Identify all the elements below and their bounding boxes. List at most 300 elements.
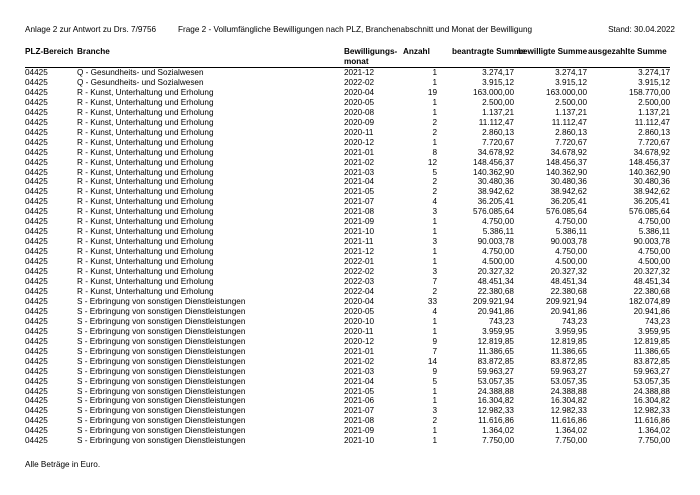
cell-ausgezahlt: 11.386,65	[634, 346, 670, 356]
cell-branche: S - Erbringung von sonstigen Dienstleistungen	[77, 336, 246, 346]
cell-beantragt: 20.327,32	[477, 267, 514, 277]
cell-monat: 2022-02	[344, 77, 375, 87]
cell-monat: 2021-12	[344, 247, 375, 257]
cell-ausgezahlt: 148.456,37	[629, 157, 670, 167]
cell-bewilligt: 48.451,34	[550, 277, 587, 287]
cell-anzahl: 7	[432, 277, 437, 287]
cell-ausgezahlt: 4.750,00	[638, 247, 670, 257]
cell-ausgezahlt: 20.941,86	[633, 306, 670, 316]
cell-monat: 2021-12	[344, 68, 375, 77]
cell-ausgezahlt: 3.915,12	[638, 77, 670, 87]
cell-plz: 04425	[25, 406, 48, 416]
cell-anzahl: 2	[432, 117, 437, 127]
cell-anzahl: 4	[432, 306, 437, 316]
cell-anzahl: 14	[427, 356, 437, 366]
cell-anzahl: 12	[427, 157, 437, 167]
cell-branche: R - Kunst, Unterhaltung und Erholung	[77, 127, 214, 137]
cell-anzahl: 1	[432, 217, 437, 227]
cell-branche: R - Kunst, Unterhaltung und Erholung	[77, 137, 214, 147]
cell-bewilligt: 38.942,62	[550, 187, 587, 197]
table-row	[0, 416, 700, 426]
table-row	[0, 406, 700, 416]
cell-ausgezahlt: 36.205,41	[633, 197, 670, 207]
cell-ausgezahlt: 576.085,64	[629, 207, 670, 217]
cell-monat: 2021-04	[344, 376, 375, 386]
cell-bewilligt: 140.362,90	[546, 167, 587, 177]
cell-anzahl: 1	[432, 77, 437, 87]
table-row	[0, 267, 700, 277]
cell-ausgezahlt: 4.750,00	[638, 217, 670, 227]
cell-anzahl: 9	[432, 366, 437, 376]
cell-plz: 04425	[25, 97, 48, 107]
cell-monat: 2021-04	[344, 177, 375, 187]
cell-bewilligt: 11.386,65	[551, 346, 587, 356]
cell-bewilligt: 576.085,64	[546, 207, 587, 217]
table-row	[0, 367, 700, 377]
cell-plz: 04425	[25, 77, 48, 87]
cell-beantragt: 34.678,92	[477, 147, 514, 157]
cell-anzahl: 1	[432, 396, 437, 406]
cell-bewilligt: 7.750,00	[555, 436, 587, 446]
cell-bewilligt: 3.915,12	[555, 77, 587, 87]
cell-anzahl: 2	[432, 177, 437, 187]
cell-beantragt: 3.959,95	[482, 326, 514, 336]
cell-monat: 2021-07	[344, 406, 375, 416]
cell-plz: 04425	[25, 167, 48, 177]
table-row	[0, 426, 700, 436]
cell-bewilligt: 4.750,00	[555, 247, 587, 257]
cell-branche: R - Kunst, Unterhaltung und Erholung	[77, 87, 214, 97]
cell-beantragt: 5.386,11	[482, 227, 514, 237]
cell-plz: 04425	[25, 286, 48, 296]
cell-plz: 04425	[25, 127, 48, 137]
cell-branche: R - Kunst, Unterhaltung und Erholung	[77, 117, 214, 127]
table-row	[0, 287, 700, 297]
table-row	[0, 207, 700, 217]
table-row	[0, 436, 700, 446]
cell-monat: 2021-05	[344, 386, 375, 396]
table-row	[0, 317, 700, 327]
cell-beantragt: 2.500,00	[482, 97, 514, 107]
cell-branche: S - Erbringung von sonstigen Dienstleistungen	[77, 406, 246, 416]
cell-plz: 04425	[25, 227, 48, 237]
cell-beantragt: 4.750,00	[482, 217, 514, 227]
cell-beantragt: 22.380,68	[477, 286, 514, 296]
cell-branche: S - Erbringung von sonstigen Dienstleistungen	[77, 326, 246, 336]
cell-plz: 04425	[25, 386, 48, 396]
cell-branche: R - Kunst, Unterhaltung und Erholung	[77, 286, 214, 296]
cell-plz: 04425	[25, 296, 48, 306]
cell-anzahl: 5	[432, 167, 437, 177]
cell-branche: S - Erbringung von sonstigen Dienstleistungen	[77, 296, 246, 306]
cell-beantragt: 7.720,67	[482, 137, 514, 147]
cell-branche: R - Kunst, Unterhaltung und Erholung	[77, 217, 214, 227]
cell-anzahl: 3	[432, 237, 437, 247]
cell-ausgezahlt: 2.860,13	[638, 127, 670, 137]
cell-ausgezahlt: 2.500,00	[638, 97, 670, 107]
cell-plz: 04425	[25, 147, 48, 157]
cell-branche: R - Kunst, Unterhaltung und Erholung	[77, 187, 214, 197]
table-row	[0, 297, 700, 307]
cell-beantragt: 20.941,86	[477, 306, 514, 316]
table-row	[0, 387, 700, 397]
table-row	[0, 98, 700, 108]
table-row	[0, 307, 700, 317]
cell-branche: S - Erbringung von sonstigen Dienstleistungen	[77, 396, 246, 406]
table-row	[0, 247, 700, 257]
cell-monat: 2020-11	[344, 127, 374, 137]
cell-branche: R - Kunst, Unterhaltung und Erholung	[77, 207, 214, 217]
cell-plz: 04425	[25, 366, 48, 376]
cell-ausgezahlt: 20.327,32	[633, 267, 670, 277]
table-row	[0, 347, 700, 357]
cell-beantragt: 53.057,35	[477, 376, 514, 386]
cell-bewilligt: 3.274,17	[555, 68, 587, 77]
cell-ausgezahlt: 5.386,11	[638, 227, 670, 237]
cell-plz: 04425	[25, 336, 48, 346]
cell-anzahl: 1	[432, 316, 437, 326]
cell-monat: 2020-11	[344, 326, 374, 336]
cell-anzahl: 1	[432, 97, 437, 107]
cell-monat: 2020-10	[344, 316, 375, 326]
cell-bewilligt: 36.205,41	[550, 197, 587, 207]
table-row	[0, 337, 700, 347]
cell-plz: 04425	[25, 237, 48, 247]
cell-branche: S - Erbringung von sonstigen Dienstleistungen	[77, 416, 246, 426]
cell-beantragt: 30.480,36	[477, 177, 514, 187]
cell-monat: 2022-03	[344, 277, 375, 287]
cell-monat: 2021-02	[344, 157, 375, 167]
cell-monat: 2021-01	[344, 346, 375, 356]
cell-anzahl: 1	[432, 426, 437, 436]
cell-monat: 2022-02	[344, 267, 375, 277]
cell-ausgezahlt: 24.388,88	[633, 386, 670, 396]
column-header-monat	[344, 47, 397, 67]
table-row	[0, 118, 700, 128]
cell-anzahl: 1	[432, 227, 437, 237]
cell-monat: 2020-04	[344, 87, 375, 97]
document-reference: Anlage 2 zur Antwort zu Drs. 7/9756	[25, 25, 157, 34]
cell-ausgezahlt: 53.057,35	[633, 376, 670, 386]
table-row	[0, 78, 700, 88]
cell-branche: R - Kunst, Unterhaltung und Erholung	[77, 147, 214, 157]
cell-ausgezahlt: 182.074,89	[629, 296, 670, 306]
cell-anzahl: 1	[432, 107, 437, 117]
cell-ausgezahlt: 34.678,92	[633, 147, 670, 157]
cell-plz: 04425	[25, 316, 48, 326]
cell-monat: 2020-08	[344, 107, 375, 117]
cell-monat: 2020-09	[344, 117, 375, 127]
cell-branche: S - Erbringung von sonstigen Dienstleistungen	[77, 356, 246, 366]
column-header-bewilligt: bewilligte Summe	[518, 47, 588, 56]
cell-branche: Q - Gesundheits- und Sozialwesen	[77, 68, 204, 77]
cell-plz: 04425	[25, 68, 48, 77]
document-title: Frage 2 - Vollumfängliche Bewilligungen nach PLZ, Branchenabschnitt und Monat der Bewilligung	[178, 25, 533, 34]
cell-branche: R - Kunst, Unterhaltung und Erholung	[77, 197, 214, 207]
cell-branche: R - Kunst, Unterhaltung und Erholung	[77, 237, 214, 247]
cell-branche: S - Erbringung von sonstigen Dienstleistungen	[77, 376, 246, 386]
cell-beantragt: 90.003,78	[477, 237, 514, 247]
cell-branche: S - Erbringung von sonstigen Dienstleistungen	[77, 306, 246, 316]
cell-anzahl: 3	[432, 267, 437, 277]
cell-plz: 04425	[25, 207, 48, 217]
column-header-ausgezahlt: ausgezahlte Summe	[588, 47, 667, 56]
cell-monat: 2020-12	[344, 336, 375, 346]
cell-beantragt: 140.362,90	[473, 167, 514, 177]
cell-anzahl: 1	[432, 247, 437, 257]
cell-plz: 04425	[25, 267, 48, 277]
cell-plz: 04425	[25, 356, 48, 366]
table-body	[0, 68, 700, 446]
cell-plz: 04425	[25, 137, 48, 147]
cell-anzahl: 19	[427, 87, 437, 97]
table-row	[0, 68, 700, 78]
cell-beantragt: 4.500,00	[482, 257, 514, 267]
cell-branche: S - Erbringung von sonstigen Dienstleistungen	[77, 346, 246, 356]
cell-monat: 2021-03	[344, 167, 375, 177]
cell-monat: 2021-10	[344, 436, 375, 446]
table-row	[0, 257, 700, 267]
cell-ausgezahlt: 4.500,00	[638, 257, 670, 267]
cell-beantragt: 24.388,88	[477, 386, 514, 396]
cell-beantragt: 209.921,94	[473, 296, 514, 306]
cell-branche: Q - Gesundheits- und Sozialwesen	[77, 77, 204, 87]
cell-bewilligt: 30.480,36	[550, 177, 587, 187]
cell-branche: R - Kunst, Unterhaltung und Erholung	[77, 227, 214, 237]
cell-bewilligt: 209.921,94	[546, 296, 587, 306]
cell-beantragt: 7.750,00	[482, 436, 514, 446]
cell-bewilligt: 22.380,68	[550, 286, 587, 296]
cell-ausgezahlt: 59.963,27	[633, 366, 670, 376]
cell-anzahl: 1	[432, 137, 437, 147]
table-row	[0, 88, 700, 98]
cell-anzahl: 3	[432, 207, 437, 217]
cell-beantragt: 3.915,12	[482, 77, 514, 87]
cell-beantragt: 1.364,02	[482, 426, 514, 436]
cell-beantragt: 2.860,13	[482, 127, 514, 137]
cell-bewilligt: 743,23	[561, 316, 587, 326]
cell-monat: 2021-08	[344, 207, 375, 217]
cell-ausgezahlt: 12.819,85	[633, 336, 670, 346]
cell-beantragt: 11.386,65	[478, 346, 514, 356]
cell-branche: R - Kunst, Unterhaltung und Erholung	[77, 267, 214, 277]
column-header-anzahl: Anzahl	[403, 47, 430, 56]
cell-monat: 2021-06	[344, 396, 375, 406]
cell-branche: R - Kunst, Unterhaltung und Erholung	[77, 97, 214, 107]
cell-plz: 04425	[25, 376, 48, 386]
table-row	[0, 396, 700, 406]
table-row	[0, 377, 700, 387]
cell-anzahl: 4	[432, 197, 437, 207]
cell-branche: R - Kunst, Unterhaltung und Erholung	[77, 177, 214, 187]
cell-anzahl: 3	[432, 406, 437, 416]
cell-bewilligt: 7.720,67	[555, 137, 587, 147]
cell-plz: 04425	[25, 416, 48, 426]
cell-ausgezahlt: 1.137,21	[638, 107, 670, 117]
cell-anzahl: 1	[432, 257, 437, 267]
cell-bewilligt: 20.327,32	[550, 267, 587, 277]
column-header-branche: Branche	[77, 47, 110, 56]
cell-branche: S - Erbringung von sonstigen Dienstleistungen	[77, 426, 246, 436]
cell-beantragt: 59.963,27	[477, 366, 514, 376]
column-header-monat-line2: monat	[344, 57, 369, 66]
cell-monat: 2021-09	[344, 426, 375, 436]
cell-anzahl: 1	[432, 386, 437, 396]
table-row	[0, 227, 700, 237]
cell-branche: R - Kunst, Unterhaltung und Erholung	[77, 167, 214, 177]
cell-bewilligt: 11.112,47	[551, 117, 587, 127]
table-row	[0, 148, 700, 158]
cell-branche: R - Kunst, Unterhaltung und Erholung	[77, 257, 214, 267]
cell-bewilligt: 1.364,02	[555, 426, 587, 436]
cell-branche: S - Erbringung von sonstigen Dienstleistungen	[77, 436, 246, 446]
table-row	[0, 168, 700, 178]
cell-plz: 04425	[25, 117, 48, 127]
cell-plz: 04425	[25, 257, 48, 267]
cell-ausgezahlt: 38.942,62	[633, 187, 670, 197]
cell-plz: 04425	[25, 217, 48, 227]
cell-plz: 04425	[25, 396, 48, 406]
table-row	[0, 357, 700, 367]
cell-bewilligt: 16.304,82	[550, 396, 587, 406]
cell-monat: 2021-01	[344, 147, 375, 157]
cell-beantragt: 48.451,34	[477, 277, 514, 287]
cell-plz: 04425	[25, 107, 48, 117]
cell-bewilligt: 20.941,86	[550, 306, 587, 316]
cell-beantragt: 148.456,37	[473, 157, 514, 167]
cell-beantragt: 743,23	[488, 316, 514, 326]
cell-beantragt: 1.137,21	[482, 107, 514, 117]
cell-plz: 04425	[25, 87, 48, 97]
cell-anzahl: 33	[427, 296, 437, 306]
table-row	[0, 128, 700, 138]
cell-anzahl: 7	[432, 346, 437, 356]
cell-ausgezahlt: 22.380,68	[633, 286, 670, 296]
cell-monat: 2021-08	[344, 416, 375, 426]
cell-ausgezahlt: 11.112,47	[634, 117, 670, 127]
cell-ausgezahlt: 12.982,33	[633, 406, 670, 416]
cell-beantragt: 38.942,62	[477, 187, 514, 197]
cell-plz: 04425	[25, 187, 48, 197]
cell-plz: 04425	[25, 346, 48, 356]
cell-anzahl: 2	[432, 416, 437, 426]
column-header-beantragt: beantragte Summe	[452, 47, 526, 56]
cell-plz: 04425	[25, 157, 48, 167]
cell-anzahl: 1	[432, 68, 437, 77]
cell-branche: R - Kunst, Unterhaltung und Erholung	[77, 157, 214, 167]
cell-anzahl: 5	[432, 376, 437, 386]
cell-beantragt: 83.872,85	[477, 356, 514, 366]
cell-bewilligt: 4.500,00	[555, 257, 587, 267]
cell-plz: 04425	[25, 426, 48, 436]
cell-bewilligt: 148.456,37	[546, 157, 587, 167]
cell-bewilligt: 53.057,35	[550, 376, 587, 386]
cell-ausgezahlt: 30.480,36	[633, 177, 670, 187]
table-row	[0, 177, 700, 187]
cell-monat: 2022-04	[344, 286, 375, 296]
cell-ausgezahlt: 16.304,82	[633, 396, 670, 406]
cell-ausgezahlt: 140.362,90	[629, 167, 670, 177]
cell-monat: 2021-03	[344, 366, 375, 376]
cell-beantragt: 11.616,86	[478, 416, 514, 426]
cell-plz: 04425	[25, 326, 48, 336]
table-row	[0, 237, 700, 247]
cell-beantragt: 4.750,00	[482, 247, 514, 257]
cell-bewilligt: 1.137,21	[555, 107, 587, 117]
cell-ausgezahlt: 743,23	[644, 316, 670, 326]
cell-bewilligt: 5.386,11	[555, 227, 587, 237]
cell-ausgezahlt: 158.770,00	[629, 87, 670, 97]
cell-plz: 04425	[25, 436, 48, 446]
cell-bewilligt: 24.388,88	[550, 386, 587, 396]
cell-anzahl: 1	[432, 436, 437, 446]
cell-bewilligt: 11.616,86	[551, 416, 587, 426]
cell-anzahl: 1	[432, 326, 437, 336]
cell-monat: 2020-04	[344, 296, 375, 306]
cell-beantragt: 12.819,85	[477, 336, 514, 346]
cell-bewilligt: 12.982,33	[550, 406, 587, 416]
cell-anzahl: 2	[432, 286, 437, 296]
cell-ausgezahlt: 3.274,17	[638, 68, 670, 77]
column-header-plz: PLZ-Bereich	[25, 47, 74, 56]
table-row	[0, 277, 700, 287]
cell-monat: 2020-05	[344, 306, 375, 316]
cell-bewilligt: 2.500,00	[555, 97, 587, 107]
cell-monat: 2021-10	[344, 227, 375, 237]
cell-branche: S - Erbringung von sonstigen Dienstleistungen	[77, 386, 246, 396]
column-header-monat-line1: Bewilligungs-	[344, 47, 398, 56]
cell-plz: 04425	[25, 177, 48, 187]
cell-plz: 04425	[25, 277, 48, 287]
cell-monat: 2020-05	[344, 97, 375, 107]
cell-anzahl: 2	[432, 127, 437, 137]
cell-ausgezahlt: 1.364,02	[638, 426, 670, 436]
cell-ausgezahlt: 83.872,85	[633, 356, 670, 366]
cell-branche: R - Kunst, Unterhaltung und Erholung	[77, 107, 214, 117]
footnote: Alle Beträge in Euro.	[25, 460, 101, 469]
cell-monat: 2021-05	[344, 187, 375, 197]
table-row	[0, 197, 700, 207]
table-row	[0, 187, 700, 197]
table-row	[0, 217, 700, 227]
table-row	[0, 108, 700, 118]
cell-ausgezahlt: 90.003,78	[633, 237, 670, 247]
cell-ausgezahlt: 7.720,67	[638, 137, 670, 147]
table-row	[0, 158, 700, 168]
cell-branche: S - Erbringung von sonstigen Dienstleistungen	[77, 366, 246, 376]
cell-ausgezahlt: 48.451,34	[633, 277, 670, 287]
cell-beantragt: 12.982,33	[477, 406, 514, 416]
cell-ausgezahlt: 7.750,00	[638, 436, 670, 446]
cell-beantragt: 576.085,64	[473, 207, 514, 217]
cell-bewilligt: 2.860,13	[555, 127, 587, 137]
cell-monat: 2022-01	[344, 257, 375, 267]
cell-bewilligt: 4.750,00	[555, 217, 587, 227]
cell-monat: 2021-09	[344, 217, 375, 227]
cell-monat: 2021-07	[344, 197, 375, 207]
status-date: Stand: 30.04.2022	[608, 25, 675, 34]
cell-plz: 04425	[25, 306, 48, 316]
cell-anzahl: 9	[432, 336, 437, 346]
cell-bewilligt: 34.678,92	[550, 147, 587, 157]
cell-plz: 04425	[25, 197, 48, 207]
cell-anzahl: 8	[432, 147, 437, 157]
cell-branche: R - Kunst, Unterhaltung und Erholung	[77, 277, 214, 287]
cell-anzahl: 2	[432, 187, 437, 197]
cell-beantragt: 3.274,17	[482, 68, 514, 77]
cell-monat: 2020-12	[344, 137, 375, 147]
cell-bewilligt: 59.963,27	[550, 366, 587, 376]
